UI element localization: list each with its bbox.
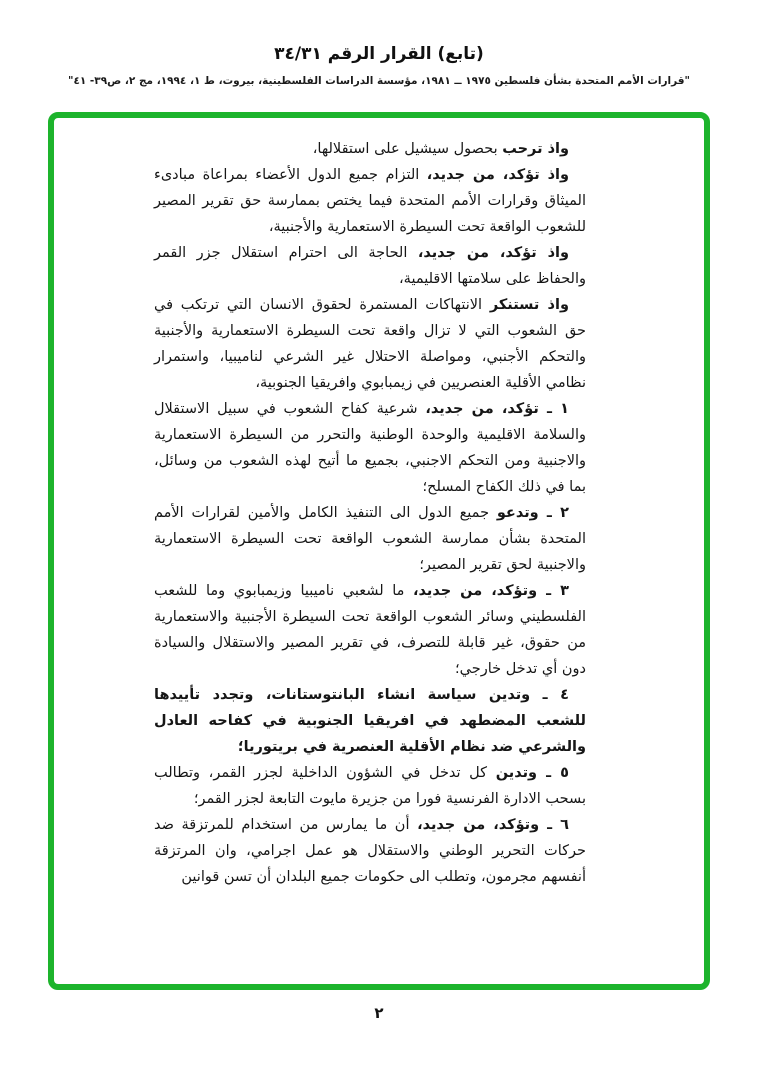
paragraph-lead: ٥ ـ وتدين [495, 765, 569, 781]
paragraph-item-1 [154, 396, 586, 500]
page-number: ٢ [374, 1004, 384, 1022]
paragraph [154, 240, 586, 292]
paragraph-lead: ٤ ـ وتدين [488, 687, 569, 703]
paragraph-text: أن ما يمارس من استخدام للمرتزقة ضد حركات التحرير الوطني والاستقلال هو عمل اجرامي، وان المرتزقة أنفسهم مجرمون، وتطلب الى حكومات جميع البلدان أن تسن قوانين [154, 817, 586, 885]
paragraph-lead: واذ تؤكد، من جديد، [426, 167, 570, 183]
paragraph-item-5 [154, 760, 586, 812]
paragraph-item-6 [154, 812, 586, 890]
paragraph-text: كل تدخل في الشؤون الداخلية لجزر القمر، وتطالب بسحب الادارة الفرنسية فورا من جزيرة مايوت التابعة لجزر القمر؛ [154, 765, 586, 807]
paragraph-lead: ٢ ـ وتدعو [496, 505, 569, 521]
paragraph-item-4 [154, 682, 586, 760]
paragraph-lead: واذ ترحب [502, 141, 569, 157]
paragraph-item-2 [154, 500, 586, 578]
paragraph-text: بحصول سيشيل على استقلالها، [312, 141, 503, 157]
paragraph-text: سياسة انشاء البانتوستانات، وتجدد تأييدها للشعب المضطهد في افريقيا الجنوبية في كفاحه العادل والشرعي ضد نظام الأقلية العنصرية في بريتوريا؛ [154, 687, 586, 755]
paragraph-text: الحاجة الى احترام استقلال جزر القمر والحفاظ على سلامتها الاقليمية، [154, 245, 586, 287]
source-citation: "قرارات الأمم المتحدة بشأن فلسطين ١٩٧٥ ــ ١٩٨١، مؤسسة الدراسات الفلسطينية، بيروت، ط ١، ١٩٩٤، مج ٢، ص٣٩- ٤١" [67, 75, 691, 87]
paragraph-lead: ٦ ـ وتؤكد، من جديد، [417, 817, 569, 833]
paragraph [154, 136, 586, 162]
paragraph-lead: ٣ ـ وتؤكد، من جديد، [413, 583, 569, 599]
page-title: (تابع) القرار الرقم ٣٤/٣١ [274, 44, 484, 64]
paragraph-text: شرعية كفاح الشعوب في سبيل الاستقلال والسلامة الاقليمية والوحدة الوطنية والتحرر من السيطرة الاستعمارية والاجنبية ومن التحكم الاجنبي، بجميع ما أتيح لهذه الشعوب من وسائل، بما في ذلك الكفاح المسلح؛ [154, 401, 586, 495]
document-header [0, 44, 758, 87]
paragraph-text: التزام جميع الدول الأعضاء بمراعاة مبادىء الميثاق وقرارات الأمم المتحدة فيما يختص بممارسة حق تقرير المصير للشعوب الواقعة تحت السيطرة الاستعمارية والأجنبية، [154, 167, 586, 235]
paragraph [154, 162, 586, 240]
paragraph-text: ما لشعبي ناميبيا وزيمبابوي وما للشعب الفلسطيني وسائر الشعوب الواقعة تحت السيطرة الأجنبية والاستعمارية من حقوق، غير قابلة للتصرف، في تقرير المصير والاستقلال والسيادة دون أي تدخل خارجي؛ [154, 583, 586, 677]
paragraph-text: جميع الدول الى التنفيذ الكامل والأمين لقرارات الأمم المتحدة بشأن ممارسة الشعوب الواقعة تحت السيطرة الاستعمارية والاجنبية لحق تقرير المصير؛ [154, 505, 586, 573]
document-body [154, 136, 586, 890]
paragraph-lead: واذ تستنكر [489, 297, 569, 313]
paragraph-lead: ١ ـ تؤكد، من جديد، [425, 401, 569, 417]
paragraph [154, 292, 586, 396]
paragraph-lead: واذ تؤكد، من جديد، [417, 245, 569, 261]
paragraph-text: الانتهاكات المستمرة لحقوق الانسان التي ترتكب في حق الشعوب التي لا تزال واقعة تحت السيطرة الاستعمارية والأجنبية والتحكم الأجنبي، ومواصلة الاحتلال غير الشرعي لناميبيا، واستمرار نظامي الأقلية العنصريين في زيمبابوي وافريقيا الجنوبية، [154, 297, 586, 391]
paragraph-item-3 [154, 578, 586, 682]
